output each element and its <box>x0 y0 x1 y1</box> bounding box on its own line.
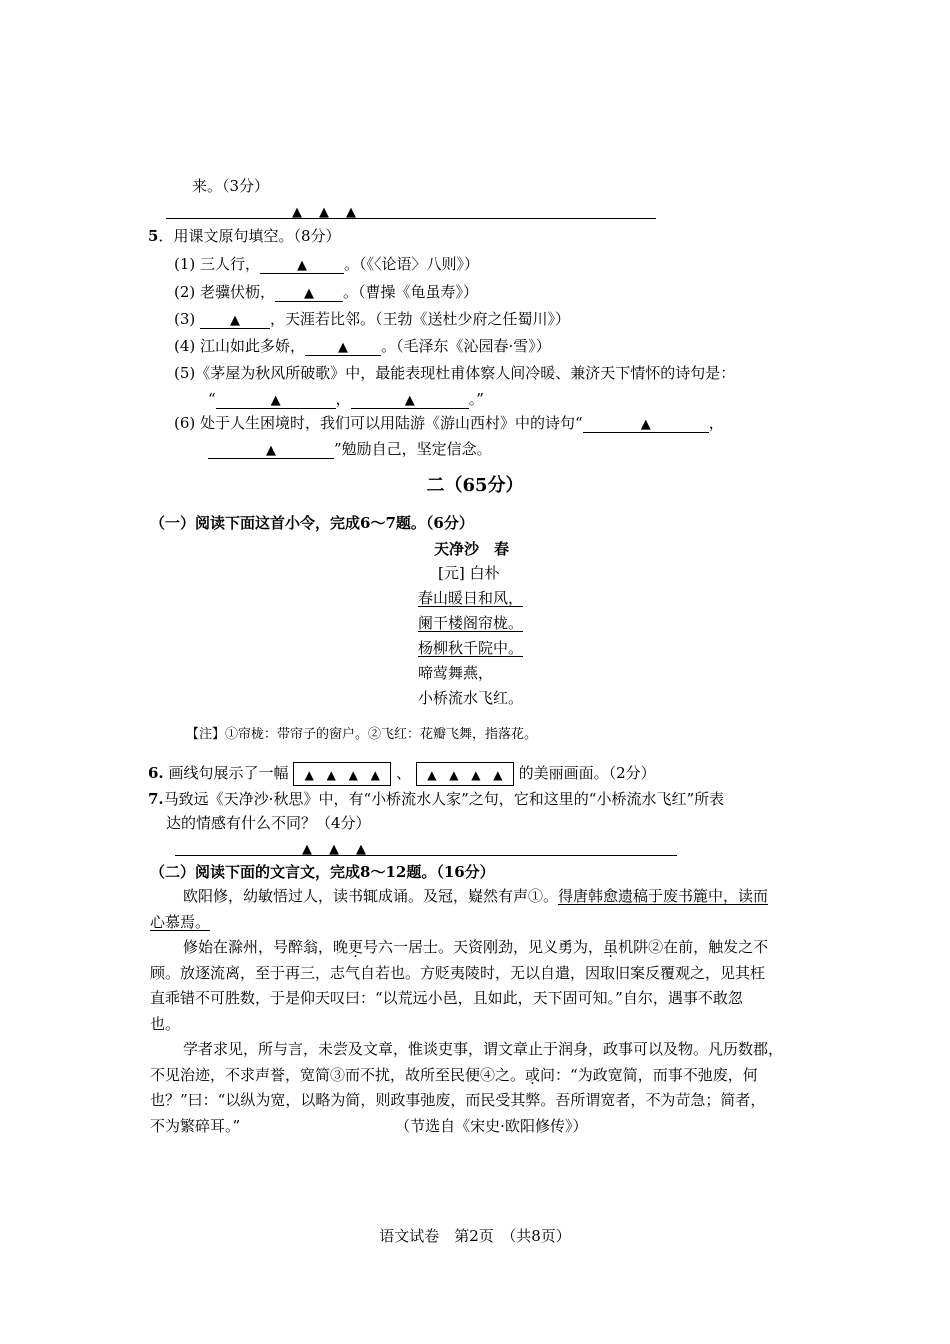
item-source: 。（毛泽东《沁园春·雪》） <box>381 337 551 355</box>
item-source: 。（曹操《龟虽寿》） <box>343 283 479 301</box>
poem-author: [元] 白朴 <box>438 564 500 582</box>
question-number: 5 <box>148 227 159 245</box>
answer-mark: ▲ <box>304 286 315 301</box>
text-span: 问：“为政宽简，而事不弛废，何 <box>540 1065 758 1084</box>
item-text: (2) 老骥伏枥， <box>174 283 276 301</box>
question-text: 马致远《天净沙·秋思》中，有“小桥流水人家”之句，它和这里的“小桥流水飞红”所表 <box>163 790 725 808</box>
question-6 <box>148 762 656 786</box>
text-span: 修始在滁州，号醉翁，晚 <box>183 938 349 956</box>
question-text: 画线句展示了一幅 <box>168 764 289 782</box>
part-2-heading: （二）阅读下面的文言文，完成8～12题。（16分） <box>150 863 495 881</box>
answer-blank[interactable] <box>216 390 336 409</box>
answer-mark-q7: ▲ ▲ ▲ <box>302 842 368 857</box>
fill-item-6 <box>174 413 724 433</box>
poem-note: 【注】①帘栊：带帘子的窗户。②飞红：花瓣飞舞，指落花。 <box>186 727 538 742</box>
answer-blank[interactable] <box>305 337 381 356</box>
paragraph-1-line-1 <box>150 884 810 910</box>
text-span: 不为繁碎耳。” <box>150 1116 241 1135</box>
underlined-sentence: 得唐韩愈遗稿于废书簏中，读而 <box>558 887 769 905</box>
answer-line-q4[interactable] <box>166 218 656 219</box>
paragraph-2-line-1 <box>150 935 810 961</box>
dotted-char: 或 <box>525 1065 541 1084</box>
answer-blank[interactable] <box>351 390 469 409</box>
text-span: 机阱②在前，触发之不 <box>618 938 769 956</box>
question-text: 用课文原句填空。（8分） <box>173 227 341 245</box>
question-number: 7. <box>148 790 164 808</box>
text-span: 号六一居士。天资刚劲，见义勇为， <box>363 938 604 956</box>
fill-item-1 <box>174 254 479 274</box>
answer-mark: ▲ <box>326 768 336 782</box>
answer-blank[interactable] <box>200 310 270 329</box>
answer-mark: ▲ <box>471 768 481 782</box>
answer-blank[interactable] <box>583 414 709 433</box>
paragraph-3-line-1: 学者求见，所与言，未尝及文章，惟谈吏事，谓文章止于润身，政事可以及物。凡历数郡， <box>183 1040 784 1058</box>
item-source: ，天涯若比邻。（王勃《送杜少府之任蜀川》） <box>270 310 571 328</box>
answer-mark: ▲ <box>230 313 241 328</box>
answer-mark: ▲ <box>270 393 281 408</box>
answer-mark: ▲ <box>640 417 651 432</box>
question-7-line1 <box>148 789 724 809</box>
item-text: ”勉励自己，坚定信念。 <box>334 440 492 458</box>
fill-item-5-blanks <box>208 389 484 409</box>
answer-line-q7[interactable] <box>175 855 677 856</box>
underlined-sentence: 心慕焉。 <box>150 912 211 931</box>
paragraph-1-line-2 <box>150 910 810 936</box>
answer-mark: ▲ <box>266 443 276 458</box>
answer-mark: ▲ <box>297 258 308 273</box>
poem-line-5: 小桥流水飞红。 <box>418 689 524 707</box>
separator: ， <box>708 414 724 432</box>
answer-mark: ▲ <box>304 768 314 782</box>
dotted-char: 更 <box>348 938 364 956</box>
question-number: 6. <box>148 764 164 782</box>
item-text: (1) 三人行， <box>174 255 261 273</box>
answer-blank[interactable] <box>208 440 334 459</box>
poem-line-4: 啼莺舞燕， <box>418 664 494 682</box>
fill-item-4 <box>174 336 551 356</box>
text-span: 不见治迹，不求声誉，宽简③而不扰，故所至民便④之。 <box>150 1065 526 1084</box>
fill-item-3 <box>174 309 570 329</box>
question-7-line2: 达的情感有什么不同？（4分） <box>166 814 371 832</box>
answer-mark-q4: ▲ ▲ ▲ <box>292 205 358 220</box>
page-footer: 语文试卷 第2页 （共8页） <box>379 1227 571 1245</box>
text-source: （节选自《宋史·欧阳修传》） <box>395 1116 588 1135</box>
paragraph-2-line-4: 也。 <box>150 1014 181 1033</box>
item-text: (4) 江山如此多娇， <box>174 337 306 355</box>
answer-mark: ▲ <box>493 768 503 782</box>
answer-mark: ▲ <box>370 768 380 782</box>
item-text: (3) <box>174 310 201 328</box>
part-1-heading: （一）阅读下面这首小令，完成6～7题。（6分） <box>150 514 474 532</box>
answer-mark: ▲ <box>404 393 415 408</box>
answer-mark: ▲ <box>348 768 358 782</box>
poem-title: 天净沙 春 <box>434 540 510 558</box>
prev-question-tail: 来。（3分） <box>192 177 270 195</box>
fill-item-2 <box>174 282 478 302</box>
question-5-prompt: 5．用课文原句填空。（8分） <box>148 227 341 245</box>
quote-open: “ <box>208 390 216 408</box>
separator: ， <box>335 390 351 408</box>
paragraph-2-line-3: 直乖错不可胜数，于是仰天叹曰：“以荒远小邑，且如此，天下固可知。”自尔，遇事不敢忽 <box>150 989 743 1007</box>
paragraph-3-line-3: 也？”曰：“以纵为宽，以略为简，则政事弛废，而民受其弊。吾所谓宽者，不为苛急；简者， <box>150 1091 766 1109</box>
answer-mark: ▲ <box>449 768 459 782</box>
poem-line-1: 春山暖日和风， <box>418 589 524 607</box>
question-text: 的美丽画面。（2分） <box>518 764 656 782</box>
fill-item-6-cont <box>208 439 492 459</box>
paragraph-3-line-4 <box>150 1114 810 1140</box>
paragraph-3-line-2 <box>150 1063 810 1089</box>
classical-text <box>150 884 810 1139</box>
answer-blank[interactable] <box>275 283 343 302</box>
answer-blank[interactable] <box>260 255 344 274</box>
quote-close: 。” <box>468 390 484 408</box>
poem-line-3: 杨柳秋千院中。 <box>418 639 524 657</box>
item-source: 。（《〈论语〉八则》） <box>344 255 480 273</box>
paragraph-2-line-2: 顾。放逐流离，至于再三，志气自若也。方贬夷陵时，无以自遣，因取旧案反覆观之，见其枉 <box>150 963 766 982</box>
answer-mark: ▲ <box>338 340 349 355</box>
answer-box-1[interactable] <box>293 762 391 786</box>
section-title: 二（65分） <box>426 475 524 496</box>
item-text: (6) 处于人生困境时，我们可以用陆游《游山西村》中的诗句“ <box>174 414 583 432</box>
separator: 、 <box>396 764 412 782</box>
answer-box-2[interactable] <box>416 762 514 786</box>
text-span: 欧阳修，幼敏悟过人，读书辄成诵。及冠，嶷然有声①。 <box>183 887 559 905</box>
fill-item-5-prompt: (5)《茅屋为秋风所破歌》中，最能表现杜甫体察人间冷暖、兼济天下情怀的诗句是： <box>174 364 736 382</box>
answer-mark: ▲ <box>427 768 437 782</box>
dotted-char: 虽 <box>603 938 619 956</box>
poem-line-2: 阑干楼阁帘栊。 <box>418 614 524 632</box>
